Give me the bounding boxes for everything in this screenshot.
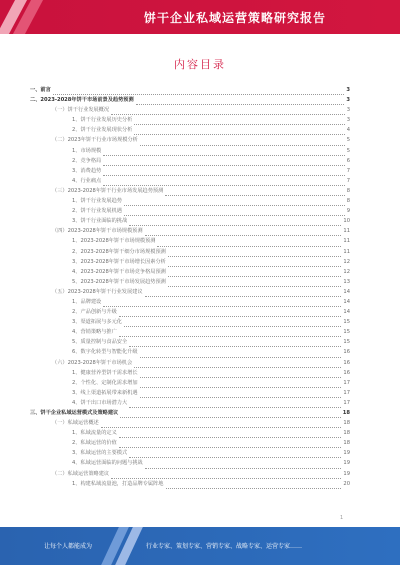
toc-entry-page: 16 — [343, 359, 350, 366]
toc-entry[interactable] — [30, 257, 350, 267]
toc-entry-label: （三）2023-2028年饼干行业市场发展趋势预测 — [52, 187, 164, 194]
toc-entry[interactable] — [30, 267, 350, 277]
toc-leader-dots — [145, 228, 342, 236]
toc-entry[interactable] — [30, 307, 350, 317]
toc-entry[interactable] — [30, 378, 350, 388]
toc-entry[interactable] — [30, 226, 350, 236]
toc-entry-page: 7 — [346, 167, 350, 174]
toc-entry[interactable] — [30, 337, 350, 347]
toc-entry-label: 4、饼干出口市场潜力大 — [72, 399, 128, 406]
toc-entry-page: 13 — [343, 278, 350, 285]
toc-entry[interactable] — [30, 135, 350, 145]
toc-entry-label: 1、品牌建设 — [72, 298, 102, 305]
toc-entry-label: 4、行业痛点 — [72, 177, 102, 184]
toc-entry-page: 12 — [343, 268, 350, 275]
toc-entry-page: 3 — [346, 107, 350, 114]
toc-entry-label: 3、饼干行业面临的挑战 — [72, 218, 128, 225]
toc-entry-page: 16 — [343, 349, 350, 356]
toc-leader-dots — [165, 188, 344, 196]
toc-entry-page: 14 — [343, 298, 350, 305]
toc-leader-dots — [101, 420, 342, 428]
toc-entry-page: 18 — [343, 440, 350, 447]
toc-entry-label: 2、竞争格局 — [72, 157, 102, 164]
toc-entry[interactable] — [30, 196, 350, 206]
toc-leader-dots — [129, 450, 341, 458]
toc-entry-page: 15 — [343, 339, 350, 346]
toc-entry[interactable] — [30, 146, 350, 156]
toc-entry-label: 4、2023-2028年饼干市场竞争格局预测 — [72, 268, 166, 275]
toc-leader-dots — [124, 319, 341, 327]
footer-bar — [0, 527, 400, 565]
toc-entry[interactable] — [30, 156, 350, 166]
footer-expert-list: 行业专家、策划专家、营销专家、战略专家、运营专家…… — [146, 543, 303, 550]
toc-entry-page: 19 — [343, 470, 350, 477]
toc-entry-label: 4、营销策略与推广 — [72, 329, 117, 336]
toc-entry-page: 8 — [346, 187, 350, 194]
toc-leader-dots — [129, 339, 341, 347]
toc-entry[interactable] — [30, 166, 350, 176]
toc-leader-dots — [124, 208, 345, 216]
toc-entry[interactable] — [30, 216, 350, 226]
toc-entry-label: 3、线上渠道拓展带来新机遇 — [72, 389, 138, 396]
toc-entry[interactable] — [30, 277, 350, 287]
toc-leader-dots — [134, 127, 344, 135]
toc-entry-page: 9 — [346, 208, 350, 215]
toc-leader-dots — [168, 259, 342, 267]
report-title: 饼干企业私域运营策略研究报告 — [143, 11, 326, 25]
toc-leader-dots — [136, 97, 345, 105]
toc-leader-dots — [103, 178, 344, 186]
toc-entry[interactable] — [30, 448, 350, 458]
toc-entry[interactable] — [30, 85, 350, 95]
toc-leader-dots — [140, 390, 342, 398]
toc-entry-label: 5、2023-2028年饼干市场发展趋势预测 — [72, 278, 166, 285]
toc-entry-page: 15 — [343, 319, 350, 326]
toc-entry-label: 2、2023-2028年饼干细分市场规模预测 — [72, 248, 166, 255]
toc-entry-page: 7 — [346, 177, 350, 184]
toc-entry-page: 11 — [343, 228, 350, 235]
toc-entry-page: 5 — [346, 137, 350, 144]
toc-leader-dots — [53, 87, 345, 95]
toc-leader-dots — [145, 289, 342, 297]
toc-entry[interactable] — [30, 458, 350, 468]
toc-leader-dots — [111, 471, 341, 479]
toc-entry[interactable] — [30, 347, 350, 357]
toc-entry[interactable] — [30, 469, 350, 479]
header-bar — [0, 0, 400, 34]
toc-entry[interactable] — [30, 176, 350, 186]
toc-entry[interactable] — [30, 317, 350, 327]
toc-entry[interactable] — [30, 186, 350, 196]
toc-entry[interactable] — [30, 418, 350, 428]
toc-entry-page: 3 — [346, 97, 350, 104]
toc-entry[interactable] — [30, 479, 350, 489]
toc-leader-dots — [129, 218, 341, 226]
toc-entry[interactable] — [30, 95, 350, 105]
toc-entry-page: 16 — [343, 369, 350, 376]
toc-entry-label: 2、饼干行业发展机遇 — [72, 208, 122, 215]
toc-entry-label: （二）2023年饼干行业市场规模分析 — [52, 137, 138, 144]
toc-entry-label: 1、2023-2028年饼干市场规模预测 — [72, 238, 156, 245]
toc-leader-dots — [134, 117, 344, 125]
toc-entry-label: 2、饼干行业发展现状分析 — [72, 127, 133, 134]
toc-entry-page: 3 — [346, 117, 350, 124]
toc-leader-dots — [119, 430, 342, 438]
toc-leader-dots — [120, 410, 341, 418]
toc-entry[interactable] — [30, 125, 350, 135]
toc-leader-dots — [124, 198, 345, 206]
toc-entry-page: 11 — [343, 248, 350, 255]
toc-entry-label: 3、消费趋势 — [72, 167, 102, 174]
toc-entry-label: 3、2023-2028年饼干市场增长因素分析 — [72, 258, 166, 265]
toc-entry[interactable] — [30, 327, 350, 337]
toc-leader-dots — [111, 107, 345, 115]
toc-entry-label: 二、2023-2028年饼干市场前景及趋势预测 — [30, 97, 134, 104]
toc-entry-label: 1、市场规模 — [72, 147, 102, 154]
toc-entry-page: 6 — [346, 157, 350, 164]
toc-leader-dots — [166, 481, 342, 489]
toc-entry-label: 1、健康营养型饼干需求增长 — [72, 369, 138, 376]
toc-entry[interactable] — [30, 388, 350, 398]
toc-entry-page: 3 — [346, 87, 350, 93]
toc-entry[interactable] — [30, 247, 350, 257]
page-number: 1 — [340, 515, 344, 521]
toc-leader-dots — [168, 269, 342, 277]
toc-leader-dots — [145, 461, 342, 469]
toc-leader-dots — [140, 380, 342, 388]
toc-entry-page: 4 — [346, 127, 350, 134]
toc-leader-dots — [119, 309, 342, 317]
toc-entry-page: 17 — [343, 379, 350, 386]
toc-leader-dots — [140, 138, 345, 146]
toc-entry-page: 20 — [343, 480, 350, 487]
toc-entry-page: 15 — [343, 329, 350, 336]
toc-entry-label: 5、质量控制与食品安全 — [72, 339, 128, 346]
toc-entry[interactable] — [30, 206, 350, 216]
toc-entry-label: 1、构建私域流量池，打造品牌专属阵地 — [72, 480, 164, 487]
toc-entry-page: 10 — [343, 218, 350, 225]
toc-entry-label: 3、私域运营的主要模式 — [72, 450, 128, 457]
toc-entry-page: 12 — [343, 258, 350, 265]
toc-entry-label: 1、私域流量的定义 — [72, 430, 117, 437]
toc-entry[interactable] — [30, 115, 350, 125]
toc-entry-label: 6、数字化转型与智能化升级 — [72, 349, 138, 356]
toc-leader-dots — [103, 148, 344, 156]
toc-entry[interactable] — [30, 358, 350, 368]
toc-entry-label: 一、前言 — [30, 87, 51, 93]
toc-entry-label: 1、饼干行业发展趋势 — [72, 198, 122, 205]
toc-entry[interactable] — [30, 297, 350, 307]
toc-entry-label: （一）饼干行业发展概况 — [52, 107, 110, 114]
footer-slogan: 让每个人都能成为 — [44, 543, 93, 550]
toc-leader-dots — [134, 360, 341, 368]
toc-entry[interactable] — [30, 236, 350, 246]
toc-leader-dots — [140, 370, 342, 378]
toc-entry-label: 三、饼干企业私域运营模式及策略建议 — [30, 410, 119, 416]
toc-entry-page: 18 — [342, 410, 350, 416]
toc-leader-dots — [119, 440, 342, 448]
toc-leader-dots — [168, 249, 342, 257]
toc-leader-dots — [103, 168, 344, 176]
toc-leader-dots — [168, 279, 342, 287]
toc-entry-page: 19 — [343, 460, 350, 467]
toc-leader-dots — [157, 239, 341, 247]
toc-entry-page: 11 — [343, 238, 350, 245]
toc-leader-dots — [119, 329, 342, 337]
toc-entry-label: （四）2023-2028年饼干市场规模预测 — [52, 228, 143, 235]
toc-entry-page: 8 — [346, 198, 350, 205]
toc-entry[interactable] — [30, 438, 350, 448]
toc-heading: 内容目录 — [174, 58, 226, 71]
toc-entry-page: 18 — [343, 430, 350, 437]
toc-entry-label: 1、饼干行业发展历史分析 — [72, 117, 133, 124]
toc-entry-label: 2、产品创新与升级 — [72, 309, 117, 316]
toc-leader-dots — [129, 400, 341, 408]
table-of-contents — [30, 85, 350, 489]
toc-entry-page: 18 — [343, 420, 350, 427]
toc-leader-dots — [140, 350, 342, 358]
toc-entry[interactable] — [30, 287, 350, 297]
toc-entry[interactable] — [30, 398, 350, 408]
toc-entry[interactable] — [30, 428, 350, 438]
toc-entry-page: 17 — [343, 399, 350, 406]
toc-entry-label: 3、渠道拓展与多元化 — [72, 319, 122, 326]
toc-entry[interactable] — [30, 368, 350, 378]
toc-entry-page: 14 — [343, 288, 350, 295]
toc-entry-label: 2、私域运营的价值 — [72, 440, 117, 447]
toc-entry-page: 19 — [343, 450, 350, 457]
toc-entry[interactable] — [30, 408, 350, 418]
toc-leader-dots — [103, 299, 341, 307]
toc-entry-page: 17 — [343, 389, 350, 396]
toc-entry[interactable] — [30, 105, 350, 115]
toc-entry-label: 2、个性化、定制化需求增加 — [72, 379, 138, 386]
toc-entry-page: 14 — [343, 309, 350, 316]
toc-entry-page: 5 — [346, 147, 350, 154]
toc-entry-label: （六）2023-2028年饼干市场机会 — [52, 359, 133, 366]
toc-entry-label: （五）2023-2028年饼干行业发展建议 — [52, 288, 143, 295]
toc-entry-label: （二）私域运营策略建议 — [52, 470, 110, 477]
toc-entry-label: 4、私域运营面临的问题与挑战 — [72, 460, 143, 467]
toc-entry-label: （一）私域运营概述 — [52, 420, 99, 427]
toc-leader-dots — [103, 158, 344, 166]
